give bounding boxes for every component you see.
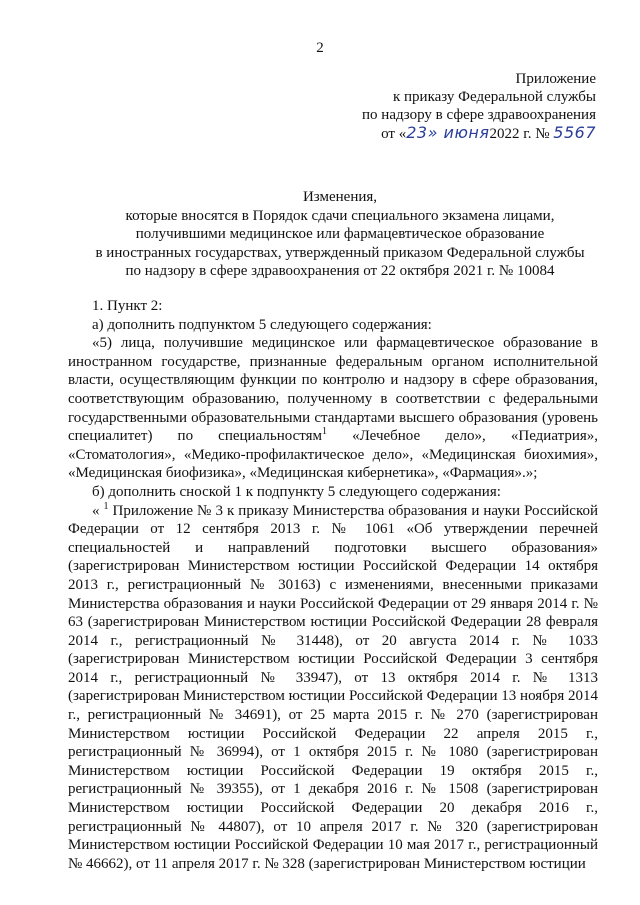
document-title	[60, 188, 620, 281]
paragraph-5-specialties: «Лечебное дело», «Педиатрия», «Стоматология», «Медико-профилактическое дело», «Медицинская биохимия», «Медицинская биофизика», «Медицинская кибернетика», «Фармация».»;	[68, 428, 598, 482]
appendix-header	[296, 70, 596, 143]
title-line-3: получившими медицинское или фармацевтическое образование	[135, 226, 545, 242]
appendix-agency-line: по надзору в сфере здравоохранения	[362, 107, 596, 123]
title-line-2: которые вносятся в Порядок сдачи специального экзамена лицами,	[125, 207, 555, 224]
footnote-number: 1	[103, 500, 109, 512]
date-year: 2022 г. №	[489, 126, 550, 142]
title-line-4: в иностранных государствах, утвержденный приказом Федеральной службы	[95, 244, 585, 261]
appendix-title: Приложение	[515, 71, 596, 87]
paragraph-5-text: «5) лица, получившие медицинское или фармацевтическое образование в иностранном государстве, признанные федеральным органом исполнительной власти, осуществляющим функции по контролю и надзору в сфере образования, соответствующим образованию, полученному в соответствии с федеральными государственными образовательными стандартами высшего образования (уровень специалитет) по специальностям	[68, 335, 598, 445]
item-b: б) дополнить сноской 1 к подпункту 5 следующего содержания:	[92, 483, 501, 500]
title-line-5: по надзору в сфере здравоохранения от 22 октября 2021 г. № 10084	[125, 263, 555, 279]
handwritten-number: 5567	[553, 123, 596, 142]
footnote-text: Приложение № 3 к приказу Министерства образования и науки Российской Федерации от 12 сентября 2013 г. № 1061 «Об утверждении перечней специальностей и направлений подготовки высшего образования» (зарегистрирован Министерством юстиции Российской Федерации 14 октября 2013 г., регистрационный № 30163) с изменениями, внесенными приказами Министерства образования и науки Российской Федерации от 29 января 2014 г. № 63 (зарегистрирован Министерством юстиции Российской Федерации 28 февраля 2014 г., регистрационный № 31448), от 20 августа 2014 г. № 1033 (зарегистрирован Министерством юстиции Российской Федерации 3 сентября 2014 г., регистрационный № 33947), от 13 октября 2014 г. № 1313 (зарегистрирован Министерством юстиции Российской Федерации 13 ноября 2014 г., регистрационный № 34691), от 25 марта 2015 г. № 270 (зарегистрирован Министерством юстиции Российской Федерации 22 апреля 2015 г., регистрационный № 36994), от 1 октября 2015 г. № 1080 (зарегистрирован Министерством юстиции Российской Федерации 19 октября 2015 г., регистрационный № 39355), от 1 декабря 2016 г. № 1508 (зарегистрирован Министерством юстиции Российской Федерации 20 декабря 2016 г., регистрационный № 44807), от 10 апреля 2017 г. № 320 (зарегистрирован Министерством юстиции Российской Федерации 10 мая 2017 г., регистрационный № 46662), от 11 апреля 2017 г. № 328 (зарегистрирован Министерством юстиции	[68, 502, 598, 872]
appendix-date-line	[296, 124, 596, 143]
item-1: 1. Пункт 2:	[92, 298, 163, 314]
handwritten-date: 23» июня	[406, 123, 490, 142]
title-line-1: Изменения,	[302, 189, 378, 205]
document-body	[68, 297, 598, 873]
date-prefix: от «	[381, 126, 407, 142]
footnote-marker: 1	[322, 426, 327, 438]
footnote-open-quote: «	[92, 502, 104, 519]
footnote-paragraph	[68, 502, 598, 874]
appendix-order-line: к приказу Федеральной службы	[392, 89, 596, 105]
page-number: 2	[316, 40, 324, 56]
item-a: а) дополнить подпунктом 5 следующего содержания:	[92, 316, 432, 333]
paragraph-5	[68, 334, 598, 483]
